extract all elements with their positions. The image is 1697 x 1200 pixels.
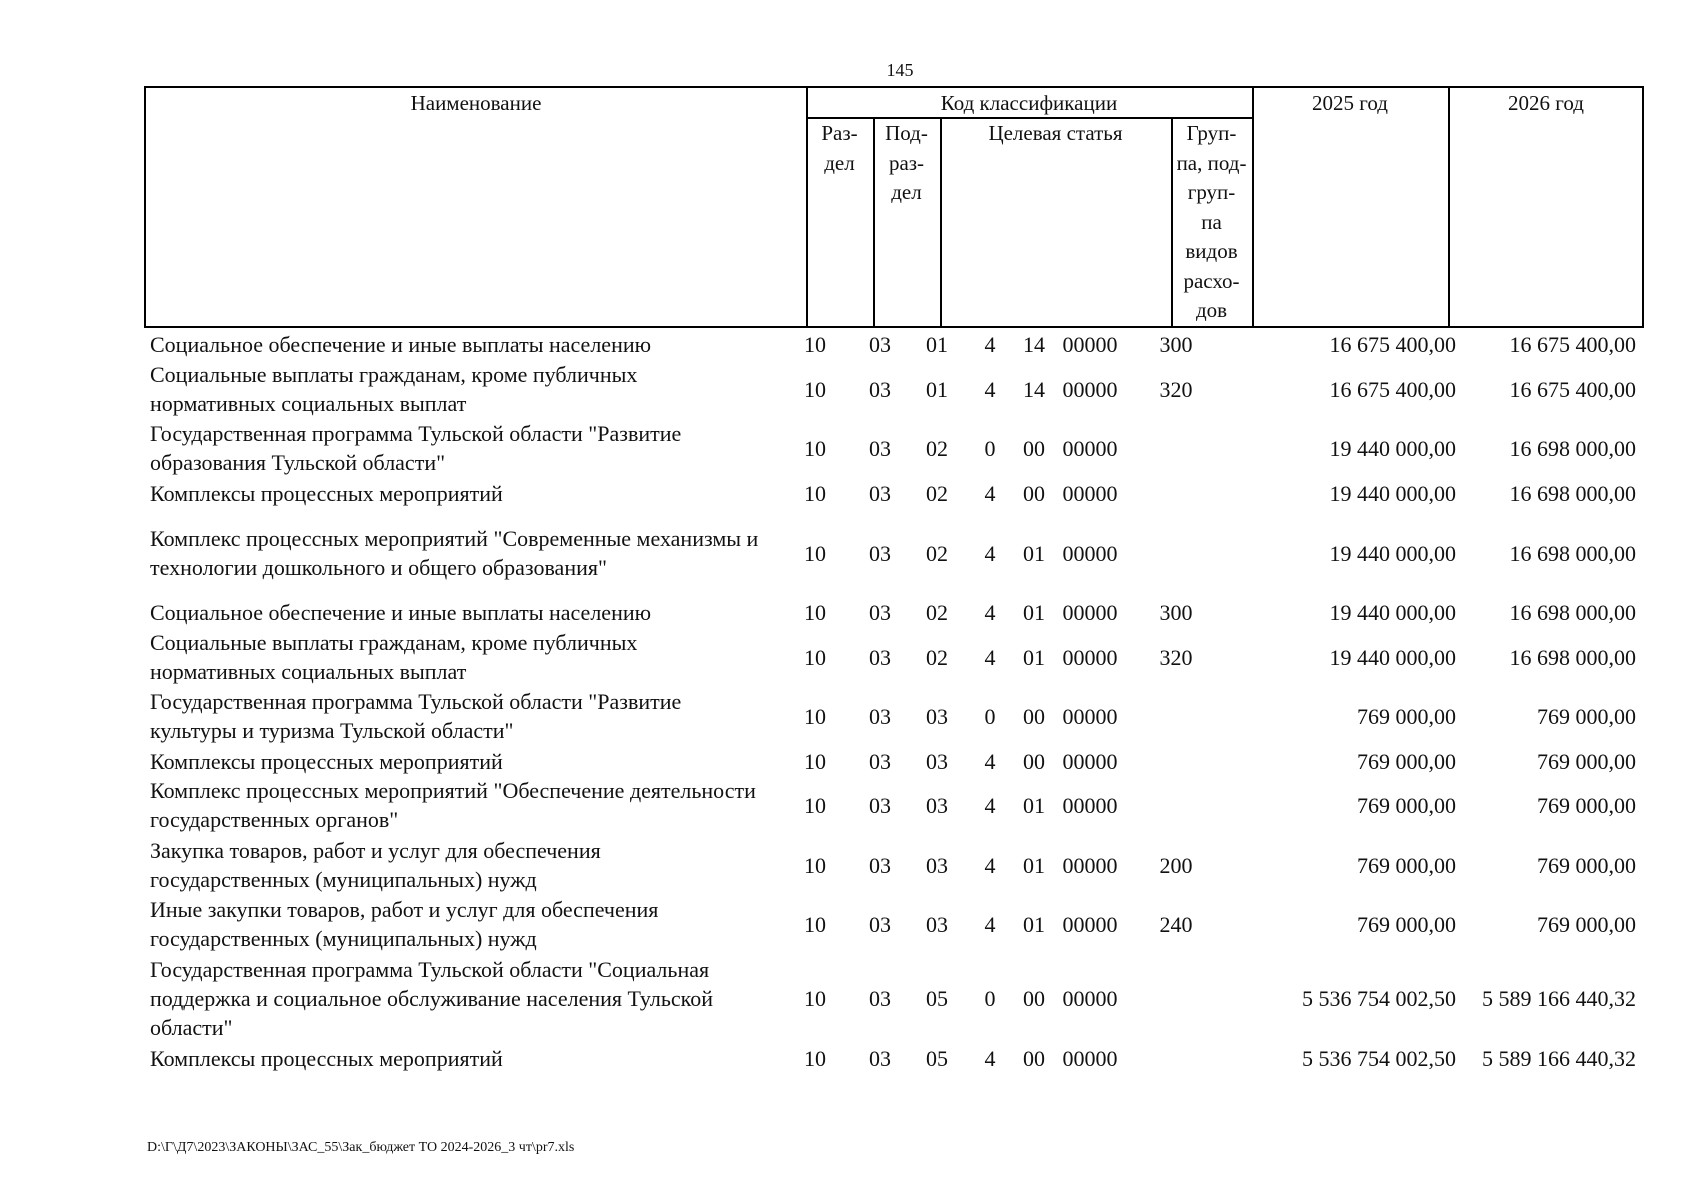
cell-c1: 01: [926, 331, 948, 357]
row-name-line: Государственная программа Тульской области "Социальная: [150, 956, 710, 982]
cell-pr: 03: [869, 480, 891, 506]
cell-v2025: 769 000,00: [1357, 792, 1456, 818]
row-name-line: Комплексы процессных мероприятий: [150, 480, 503, 506]
cell-rz: 10: [804, 644, 826, 670]
cell-v2026: 769 000,00: [1537, 703, 1636, 729]
cell-c4: 00000: [1062, 540, 1118, 566]
cell-v2026: 5 589 166 440,32: [1482, 985, 1636, 1011]
row-name-line: нормативных социальных выплат: [150, 659, 467, 684]
cell-v2026: 769 000,00: [1537, 852, 1636, 878]
cell-c1: 02: [926, 599, 948, 625]
row-name-line: Социальное обеспечение и иные выплаты населению: [150, 331, 652, 357]
cell-c2: 4: [984, 331, 996, 357]
cell-c4: 00000: [1062, 1045, 1118, 1071]
header-line: видов: [1185, 239, 1238, 263]
cell-c1: 02: [926, 480, 948, 506]
row-name: [150, 419, 810, 477]
cell-rz: 10: [804, 376, 826, 402]
cell-rz: 10: [804, 599, 826, 625]
cell-c1: 03: [926, 703, 948, 729]
header-celevaya: Целевая статья: [988, 121, 1123, 145]
cell-v2026: 769 000,00: [1537, 911, 1636, 937]
row-name: [150, 747, 810, 776]
header-razdel: [806, 119, 873, 178]
cell-rz: 10: [804, 331, 826, 357]
header-2026: 2026 год: [1508, 91, 1584, 115]
row-name-line: области": [150, 1014, 233, 1040]
cell-c3: 00: [1023, 703, 1045, 729]
cell-c1: 02: [926, 540, 948, 566]
row-name-line: Комплекс процессных мероприятий "Современные механизмы и: [150, 526, 759, 551]
cell-pr: 03: [869, 644, 891, 670]
row-name: [150, 955, 810, 1042]
cell-v2025: 769 000,00: [1357, 852, 1456, 878]
cell-c1: 03: [926, 748, 948, 774]
cell-c1: 05: [926, 1045, 948, 1071]
cell-rz: 10: [804, 911, 826, 937]
cell-v2025: 769 000,00: [1357, 911, 1456, 937]
cell-v2026: 16 698 000,00: [1509, 644, 1636, 670]
row-name-line: поддержка и социальное обслуживание населения Тульской: [150, 985, 714, 1011]
cell-v2026: 16 698 000,00: [1509, 599, 1636, 625]
header-name: Наименование: [410, 91, 542, 115]
row-name: [150, 479, 810, 508]
cell-c4: 00000: [1062, 792, 1118, 818]
cell-rz: 10: [804, 985, 826, 1011]
cell-c2: 4: [984, 792, 996, 818]
divider: [1252, 88, 1254, 328]
cell-c3: 00: [1023, 480, 1045, 506]
cell-v2026: 16 698 000,00: [1509, 435, 1636, 461]
cell-v2025: 19 440 000,00: [1329, 540, 1456, 566]
cell-v2025: 16 675 400,00: [1329, 331, 1456, 357]
cell-c3: 00: [1023, 985, 1045, 1011]
cell-c3: 01: [1023, 852, 1045, 878]
cell-c2: 4: [984, 540, 996, 566]
cell-v2026: 16 698 000,00: [1509, 480, 1636, 506]
row-name-line: Государственная программа Тульской области "Развитие: [150, 421, 682, 446]
cell-c2: 0: [984, 985, 996, 1011]
cell-pr: 03: [869, 376, 891, 402]
cell-pr: 03: [869, 331, 891, 357]
row-name-line: государственных (муниципальных) нужд: [150, 867, 537, 892]
cell-c2: 4: [984, 1045, 996, 1071]
cell-v2025: 5 536 754 002,50: [1302, 985, 1456, 1011]
cell-rz: 10: [804, 748, 826, 774]
row-name: [150, 524, 810, 582]
cell-v2026: 769 000,00: [1537, 748, 1636, 774]
cell-c2: 0: [984, 435, 996, 461]
cell-v2025: 19 440 000,00: [1329, 480, 1456, 506]
cell-c4: 00000: [1062, 985, 1118, 1011]
cell-c3: 01: [1023, 644, 1045, 670]
cell-v2025: 19 440 000,00: [1329, 644, 1456, 670]
cell-gr: 320: [1159, 644, 1193, 670]
divider: [1448, 88, 1450, 328]
header-line: Под-: [885, 121, 928, 145]
cell-pr: 03: [869, 435, 891, 461]
cell-rz: 10: [804, 480, 826, 506]
cell-pr: 03: [869, 852, 891, 878]
cell-c3: 00: [1023, 748, 1045, 774]
cell-rz: 10: [804, 703, 826, 729]
row-name: [150, 1044, 810, 1073]
cell-c2: 0: [984, 703, 996, 729]
cell-c4: 00000: [1062, 644, 1118, 670]
divider: [940, 118, 942, 328]
cell-c4: 00000: [1062, 376, 1118, 402]
cell-c3: 00: [1023, 435, 1045, 461]
cell-rz: 10: [804, 540, 826, 566]
row-name-line: государственных (муниципальных) нужд: [150, 926, 537, 951]
row-name-line: Комплексы процессных мероприятий: [150, 1045, 503, 1071]
cell-pr: 03: [869, 911, 891, 937]
page-number: 145: [886, 60, 914, 80]
cell-v2026: 16 675 400,00: [1509, 376, 1636, 402]
cell-v2026: 5 589 166 440,32: [1482, 1045, 1636, 1071]
header-line: раз-: [888, 150, 925, 175]
cell-v2025: 769 000,00: [1357, 748, 1456, 774]
cell-pr: 03: [869, 599, 891, 625]
header-code: Код классификации: [940, 91, 1118, 115]
row-name: [150, 628, 810, 686]
cell-v2026: 769 000,00: [1537, 792, 1636, 818]
cell-pr: 03: [869, 792, 891, 818]
cell-c3: 01: [1023, 792, 1045, 818]
header-line: дов: [1195, 298, 1228, 322]
row-name-line: культуры и туризма Тульской области": [150, 718, 514, 743]
cell-c1: 01: [926, 376, 948, 402]
header-line: па: [1201, 209, 1222, 234]
header-line: дел: [824, 150, 855, 175]
row-name-line: Комплексы процессных мероприятий: [150, 748, 503, 774]
cell-c2: 4: [984, 748, 996, 774]
header-line: дел: [891, 180, 922, 204]
header-2025: 2025 год: [1312, 91, 1388, 115]
row-name-line: Закупка товаров, работ и услуг для обеспечения: [150, 838, 601, 863]
cell-v2025: 769 000,00: [1357, 703, 1456, 729]
cell-c3: 01: [1023, 911, 1045, 937]
row-name: [150, 895, 810, 953]
cell-c1: 03: [926, 911, 948, 937]
cell-c2: 4: [984, 852, 996, 878]
cell-c1: 03: [926, 792, 948, 818]
cell-c3: 01: [1023, 540, 1045, 566]
row-name-line: государственных органов": [150, 807, 399, 832]
footer-file-path: D:\Г\Д7\2023\ЗАКОНЫ\ЗАС_55\Зак_бюджет ТО 2024-2026_3 чт\pr7.xls: [147, 1140, 575, 1155]
cell-c4: 00000: [1062, 331, 1118, 357]
cell-c3: 00: [1023, 1045, 1045, 1071]
cell-pr: 03: [869, 748, 891, 774]
header-line: Раз-: [821, 121, 858, 145]
cell-c4: 00000: [1062, 911, 1118, 937]
header-line: расхо-: [1183, 268, 1240, 293]
header-podrazdel: [873, 119, 940, 208]
cell-c2: 4: [984, 911, 996, 937]
row-name-line: Социальное обеспечение и иные выплаты населению: [150, 599, 652, 625]
cell-pr: 03: [869, 1045, 891, 1071]
row-name: [150, 687, 810, 745]
row-name: [150, 360, 810, 418]
cell-c2: 4: [984, 480, 996, 506]
cell-pr: 03: [869, 703, 891, 729]
cell-gr: 300: [1159, 599, 1193, 625]
cell-c4: 00000: [1062, 480, 1118, 506]
cell-v2025: 16 675 400,00: [1329, 376, 1456, 402]
cell-rz: 10: [804, 792, 826, 818]
cell-pr: 03: [869, 985, 891, 1011]
row-name-line: Иные закупки товаров, работ и услуг для обеспечения: [150, 897, 659, 922]
row-name: [150, 776, 810, 834]
cell-c3: 14: [1023, 331, 1045, 357]
cell-c3: 01: [1023, 599, 1045, 625]
cell-c4: 00000: [1062, 599, 1118, 625]
cell-v2025: 5 536 754 002,50: [1302, 1045, 1456, 1071]
cell-c3: 14: [1023, 376, 1045, 402]
header-line: па, под-: [1176, 150, 1247, 175]
row-name: [150, 330, 810, 359]
row-name-line: Государственная программа Тульской области "Развитие: [150, 689, 682, 714]
cell-v2026: 16 698 000,00: [1509, 540, 1636, 566]
cell-c4: 00000: [1062, 435, 1118, 461]
cell-c4: 00000: [1062, 852, 1118, 878]
cell-v2025: 19 440 000,00: [1329, 435, 1456, 461]
cell-v2026: 16 675 400,00: [1509, 331, 1636, 357]
cell-c2: 4: [984, 644, 996, 670]
cell-gr: 240: [1159, 911, 1193, 937]
cell-rz: 10: [804, 852, 826, 878]
cell-c2: 4: [984, 599, 996, 625]
cell-c1: 02: [926, 435, 948, 461]
cell-gr: 320: [1159, 376, 1193, 402]
row-name-line: Комплекс процессных мероприятий "Обеспечение деятельности: [150, 778, 756, 803]
row-name-line: Социальные выплаты гражданам, кроме публичных: [150, 362, 638, 387]
cell-gr: 300: [1159, 331, 1193, 357]
cell-c1: 02: [926, 644, 948, 670]
header-line: груп-: [1187, 180, 1236, 204]
cell-rz: 10: [804, 1045, 826, 1071]
cell-rz: 10: [804, 435, 826, 461]
cell-c2: 4: [984, 376, 996, 402]
cell-c1: 05: [926, 985, 948, 1011]
cell-c4: 00000: [1062, 703, 1118, 729]
row-name: [150, 836, 810, 894]
cell-gr: 200: [1159, 852, 1193, 878]
header-line: Груп-: [1186, 121, 1237, 145]
row-name-line: нормативных социальных выплат: [150, 391, 467, 416]
row-name-line: технологии дошкольного и общего образования": [150, 555, 607, 580]
cell-c4: 00000: [1062, 748, 1118, 774]
cell-pr: 03: [869, 540, 891, 566]
row-name-line: Социальные выплаты гражданам, кроме публичных: [150, 630, 638, 655]
cell-c1: 03: [926, 852, 948, 878]
cell-v2025: 19 440 000,00: [1329, 599, 1456, 625]
row-name-line: образования Тульской области": [150, 450, 446, 475]
header-gruppa: [1171, 119, 1252, 326]
table-header: [144, 86, 1644, 328]
row-name: [150, 598, 810, 627]
